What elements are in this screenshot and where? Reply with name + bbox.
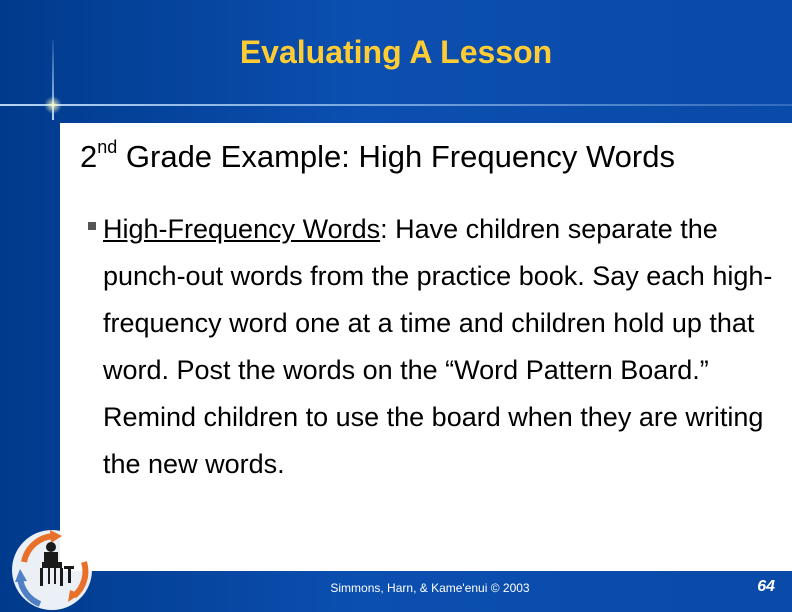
slide-subtitle (80, 137, 675, 175)
bullet-paragraph (103, 206, 789, 488)
subtitle-superscript: nd (97, 137, 118, 157)
decorative-glow (44, 96, 62, 114)
bullet-text: : Have children separate the punch-out words from the practice book. Say each high-frequency word one at a time and children hold up that word. Post the words on the “Word Pattern Board.” Remind children to use the board when they are writing the new words. (103, 214, 773, 479)
square-bullet-icon (88, 222, 96, 230)
decorative-horizontal-line (0, 104, 792, 106)
subtitle-number: 2 (80, 139, 98, 174)
subtitle-text: Grade Example: High Frequency Words (117, 139, 675, 174)
slide-title: Evaluating A Lesson (239, 34, 553, 70)
page-number: 64 (757, 578, 775, 595)
teacher-cycle-logo-icon (4, 522, 100, 612)
content-panel (60, 123, 792, 571)
bullet-term: High-Frequency Words (103, 214, 381, 244)
footer-credit: Simmons, Harn, & Kame'enui © 2003 (330, 581, 530, 595)
